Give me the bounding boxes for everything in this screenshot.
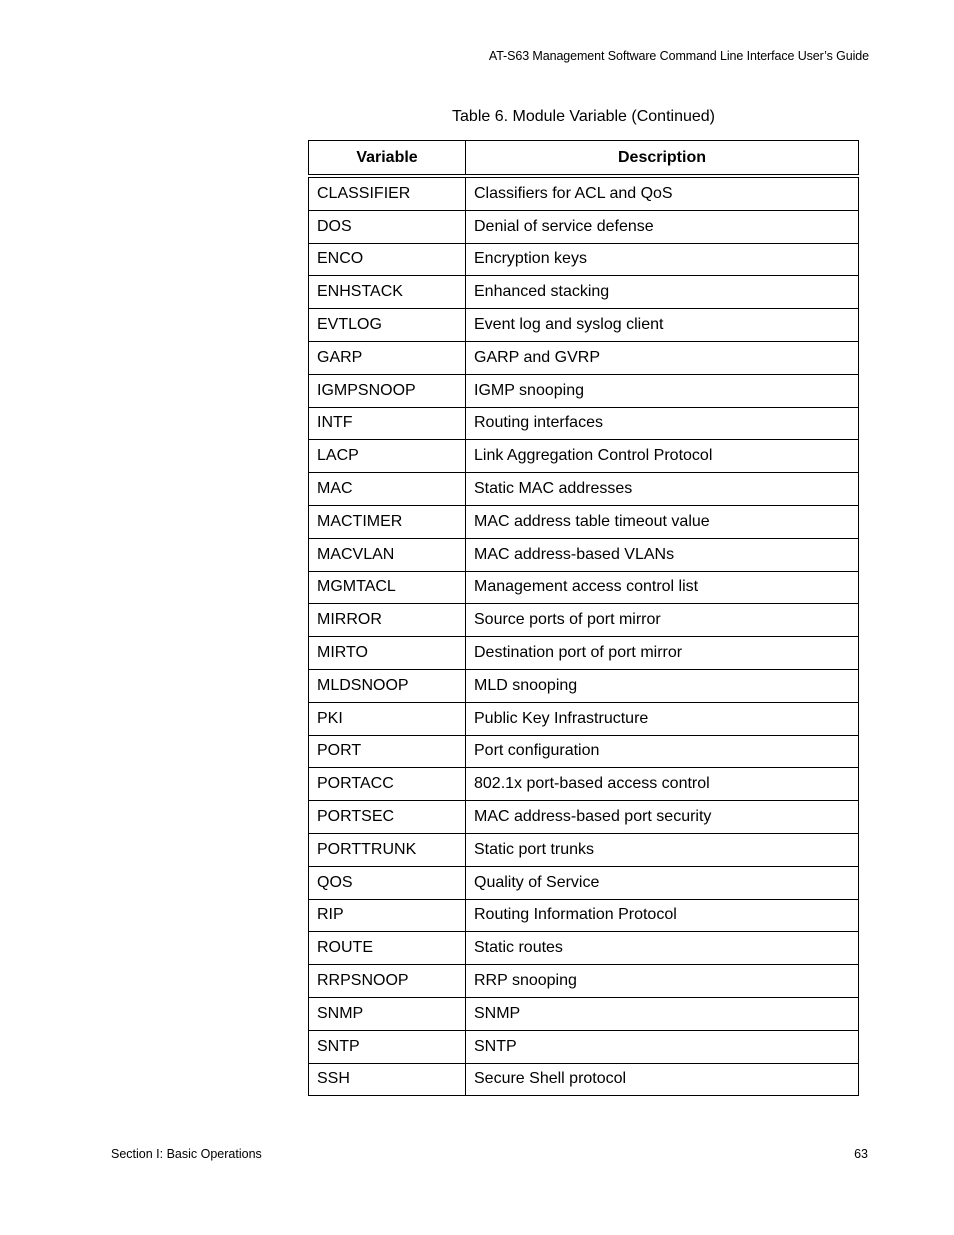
- description-cell: MLD snooping: [466, 669, 859, 702]
- variable-cell: MGMTACL: [309, 571, 466, 604]
- table-row: [309, 899, 859, 932]
- variable-cell: PORTSEC: [309, 801, 466, 834]
- table-row: [309, 669, 859, 702]
- table-caption: Table 6. Module Variable (Continued): [452, 108, 715, 125]
- table-row: [309, 1030, 859, 1063]
- variable-cell: RRPSNOOP: [309, 965, 466, 998]
- description-cell: MAC address table timeout value: [466, 505, 859, 538]
- table-body: [309, 176, 859, 1096]
- description-cell: RRP snooping: [466, 965, 859, 998]
- table-row: [309, 341, 859, 374]
- description-cell: Management access control list: [466, 571, 859, 604]
- variable-cell: DOS: [309, 210, 466, 243]
- table-row: [309, 768, 859, 801]
- description-cell: Classifiers for ACL and QoS: [466, 176, 859, 210]
- table-row: [309, 210, 859, 243]
- variable-cell: MIRROR: [309, 604, 466, 637]
- table-row: [309, 505, 859, 538]
- running-header: AT-S63 Management Software Command Line Interface User’s Guide: [488, 49, 869, 63]
- table-row: [309, 932, 859, 965]
- module-variable-table: [308, 140, 859, 1096]
- variable-cell: PORTTRUNK: [309, 833, 466, 866]
- description-cell: MAC address-based VLANs: [466, 538, 859, 571]
- description-cell: Routing interfaces: [466, 407, 859, 440]
- table-row: [309, 965, 859, 998]
- table-row: [309, 801, 859, 834]
- column-header-variable: Variable: [309, 141, 466, 177]
- variable-cell: PORT: [309, 735, 466, 768]
- variable-cell: ENHSTACK: [309, 276, 466, 309]
- description-cell: Link Aggregation Control Protocol: [466, 440, 859, 473]
- description-cell: Quality of Service: [466, 866, 859, 899]
- description-cell: Denial of service defense: [466, 210, 859, 243]
- description-cell: Encryption keys: [466, 243, 859, 276]
- description-cell: Static routes: [466, 932, 859, 965]
- variable-cell: QOS: [309, 866, 466, 899]
- page-number: 63: [854, 1147, 868, 1161]
- table-row: [309, 571, 859, 604]
- table-row: [309, 243, 859, 276]
- description-cell: Source ports of port mirror: [466, 604, 859, 637]
- description-cell: Enhanced stacking: [466, 276, 859, 309]
- footer-section: Section I: Basic Operations: [111, 1147, 262, 1161]
- variable-cell: GARP: [309, 341, 466, 374]
- description-cell: MAC address-based port security: [466, 801, 859, 834]
- table-header-row: [309, 141, 859, 177]
- variable-cell: IGMPSNOOP: [309, 374, 466, 407]
- description-cell: Static port trunks: [466, 833, 859, 866]
- variable-cell: PKI: [309, 702, 466, 735]
- description-cell: Port configuration: [466, 735, 859, 768]
- description-cell: Public Key Infrastructure: [466, 702, 859, 735]
- description-cell: Static MAC addresses: [466, 473, 859, 506]
- description-cell: Routing Information Protocol: [466, 899, 859, 932]
- description-cell: SNTP: [466, 1030, 859, 1063]
- table-row: [309, 473, 859, 506]
- description-cell: Destination port of port mirror: [466, 637, 859, 670]
- variable-cell: MACVLAN: [309, 538, 466, 571]
- table-row: [309, 833, 859, 866]
- table-row: [309, 637, 859, 670]
- variable-cell: SNMP: [309, 997, 466, 1030]
- variable-cell: MIRTO: [309, 637, 466, 670]
- table-row: [309, 440, 859, 473]
- description-cell: SNMP: [466, 997, 859, 1030]
- table-row: [309, 604, 859, 637]
- description-cell: 802.1x port-based access control: [466, 768, 859, 801]
- variable-cell: MLDSNOOP: [309, 669, 466, 702]
- table-row: [309, 997, 859, 1030]
- variable-cell: INTF: [309, 407, 466, 440]
- table-row: [309, 407, 859, 440]
- variable-cell: MACTIMER: [309, 505, 466, 538]
- description-cell: GARP and GVRP: [466, 341, 859, 374]
- table-row: [309, 1063, 859, 1096]
- column-header-description: Description: [466, 141, 859, 177]
- variable-cell: ENCO: [309, 243, 466, 276]
- variable-cell: MAC: [309, 473, 466, 506]
- table-row: [309, 176, 859, 210]
- table-row: [309, 309, 859, 342]
- table-row: [309, 374, 859, 407]
- description-cell: Event log and syslog client: [466, 309, 859, 342]
- variable-cell: SSH: [309, 1063, 466, 1096]
- variable-cell: ROUTE: [309, 932, 466, 965]
- table-row: [309, 735, 859, 768]
- variable-cell: LACP: [309, 440, 466, 473]
- variable-cell: CLASSIFIER: [309, 176, 466, 210]
- description-cell: IGMP snooping: [466, 374, 859, 407]
- variable-cell: PORTACC: [309, 768, 466, 801]
- description-cell: Secure Shell protocol: [466, 1063, 859, 1096]
- variable-cell: EVTLOG: [309, 309, 466, 342]
- table-row: [309, 866, 859, 899]
- variable-cell: SNTP: [309, 1030, 466, 1063]
- table-row: [309, 702, 859, 735]
- table-row: [309, 538, 859, 571]
- table-row: [309, 276, 859, 309]
- variable-cell: RIP: [309, 899, 466, 932]
